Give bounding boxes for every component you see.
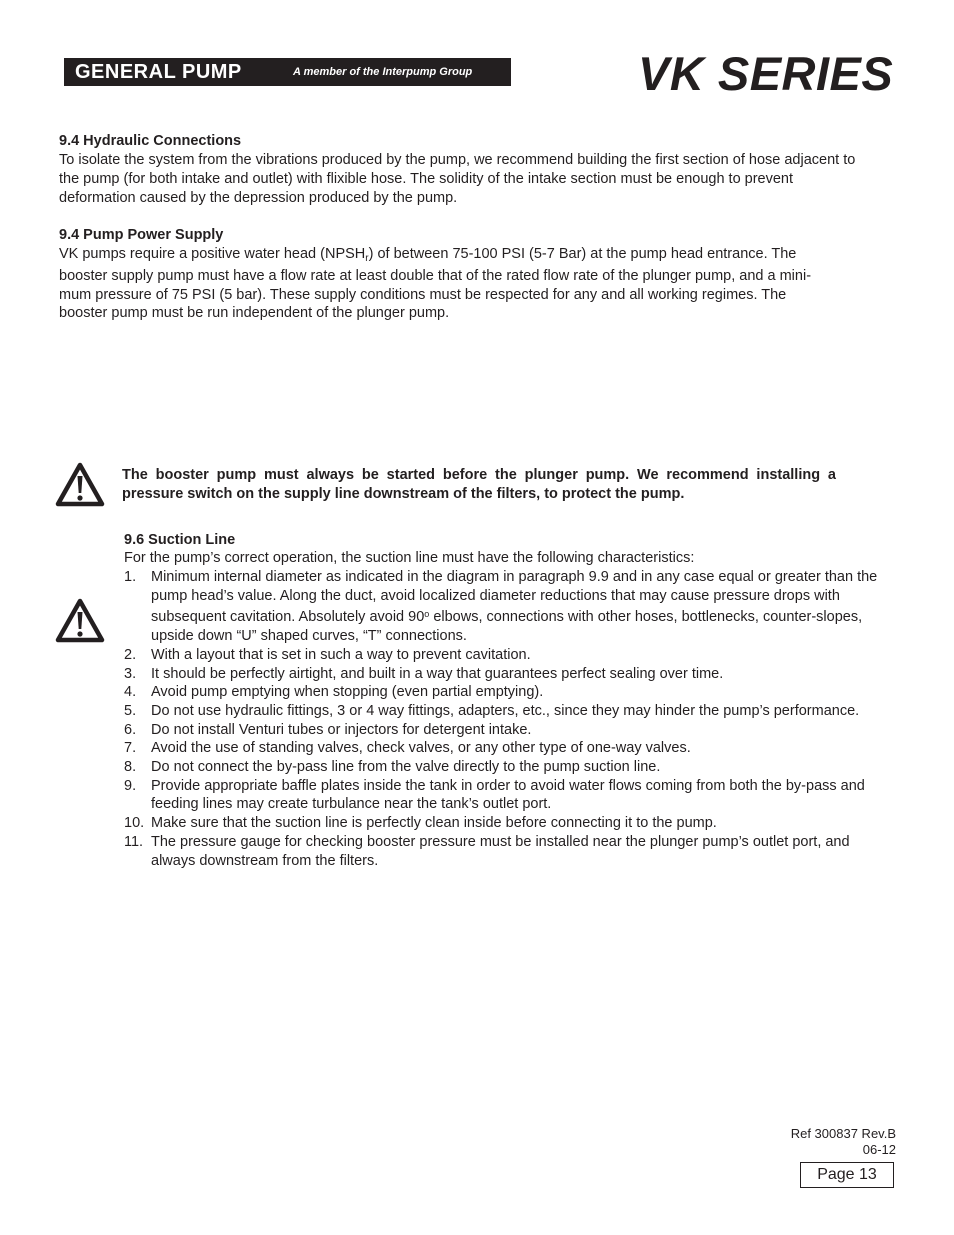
document-reference [791, 1126, 896, 1158]
brand-bar [64, 58, 511, 86]
paragraph-power-line-3: mum pressure of 75 PSI (5 bar). These supply conditions must be respected for any and all working regimes. The [59, 287, 787, 303]
paragraph-power-line-4: booster pump must be run independent of the plunger pump. [59, 305, 450, 321]
list-item-text: Make sure that the suction line is perfectly clean inside before connecting it to the pump. [151, 815, 717, 832]
npsh-text-post: ) of between 75-100 PSI (5-7 Bar) at the pump head entrance. The [368, 246, 797, 262]
list-item-text: Do not install Venturi tubes or injectors for detergent intake. [151, 721, 532, 738]
list-item-number: 1. [124, 569, 137, 585]
section-heading-power: 9.4 Pump Power Supply [59, 227, 224, 243]
list-item [124, 739, 897, 758]
list-item-number: 10. [124, 815, 145, 832]
list-item [124, 665, 897, 684]
list-item-number: 9. [124, 777, 137, 794]
degree-superscript: o [424, 609, 430, 620]
list-item-number: 11. [124, 833, 144, 850]
list-item-number: 5. [124, 702, 137, 719]
reference-number: Ref 300837 Rev.B [790, 1126, 896, 1141]
list-item [124, 814, 897, 833]
warning-text: The booster pump must always be started before the plunger pump. We recommend installing a pressure switch on the supply line downstream of the filters, to protect the pump. [122, 467, 836, 502]
list-item-number: 6. [124, 721, 137, 738]
list-item [124, 646, 897, 665]
list-item [124, 777, 897, 814]
npsh-subscript: r [365, 253, 369, 264]
list-item-number: 2. [124, 646, 137, 663]
brand-tagline: A member of the Interpump Group [293, 66, 473, 78]
section-heading-hydraulic: 9.4 Hydraulic Connections [59, 133, 242, 149]
list-item [124, 833, 897, 870]
series-title: VK SERIES [638, 47, 894, 100]
revision-date: 06-12 [862, 1142, 896, 1157]
suction-requirements-list [124, 568, 897, 870]
brand-name: GENERAL PUMP [75, 61, 242, 83]
list-item-text-pre: Minimum internal diameter as indicated in the diagram in paragraph 9.9 and in any case equal or greater than the pump head’s value. Along the duct, avoid localized diameter reductions that may cause pressure drops with subsequent cavitation. Absolutely avoid 90 [151, 569, 878, 626]
list-item [124, 568, 897, 646]
list-item-number: 8. [124, 759, 137, 776]
warning-triangle-icon [55, 462, 105, 507]
list-item-text [151, 568, 897, 646]
list-item-text: Do not use hydraulic fittings, 3 or 4 way fittings, adapters, etc., since they may hinder the pump’s performance. [151, 702, 860, 719]
list-item [124, 721, 897, 740]
list-item-number: 7. [124, 740, 137, 757]
list-item-text: Avoid pump emptying when stopping (even partial emptying). [151, 684, 544, 701]
warning-triangle-icon [55, 598, 105, 643]
paragraph-power-line-1 [59, 245, 796, 268]
list-item [124, 758, 897, 777]
list-item-text: Provide appropriate baffle plates inside the tank in order to avoid water flows coming from both the by-pass and feeding lines may create turbulance near the tank’s outlet port. [151, 777, 865, 813]
list-item-text-post: elbows, connections with other hoses, bottlenecks, counter-slopes, upside down “U” shaped curves, “T” connections. [151, 609, 863, 645]
list-item-number: 3. [124, 665, 137, 682]
section-heading-suction: 9.6 Suction Line [124, 532, 236, 548]
list-item-text: Do not connect the by-pass line from the valve directly to the pump suction line. [151, 759, 661, 776]
suction-intro: For the pump’s correct operation, the suction line must have the following characteristics: [124, 550, 695, 566]
list-item-text: The pressure gauge for checking booster pressure must be installed near the plunger pump’s outlet port, and always downstream from the filters. [151, 833, 850, 869]
paragraph-hydraulic: To isolate the system from the vibrations produced by the pump, we recommend building the first section of hose adjacent to the pump (for both intake and outlet) with flixible hose. The solidity of the intake section must be enough to prevent deformation caused by the depression produced by the pump. [59, 152, 856, 206]
list-item-text: It should be perfectly airtight, and built in a way that guarantees perfect sealing over time. [151, 665, 724, 682]
page-number: Page 13 [800, 1162, 894, 1188]
list-item-number: 4. [124, 684, 137, 701]
list-item-text: Avoid the use of standing valves, check valves, or any other type of one-way valves. [151, 740, 691, 757]
list-item-text: With a layout that is set in such a way to prevent cavitation. [151, 646, 531, 663]
npsh-text-pre: VK pumps require a positive water head (NPSH [59, 246, 366, 262]
list-item [124, 702, 897, 721]
paragraph-power-line-2: booster supply pump must have a flow rate at least double that of the rated flow rate of the plunger pump, and a mini- [59, 268, 812, 284]
list-item [124, 683, 897, 702]
